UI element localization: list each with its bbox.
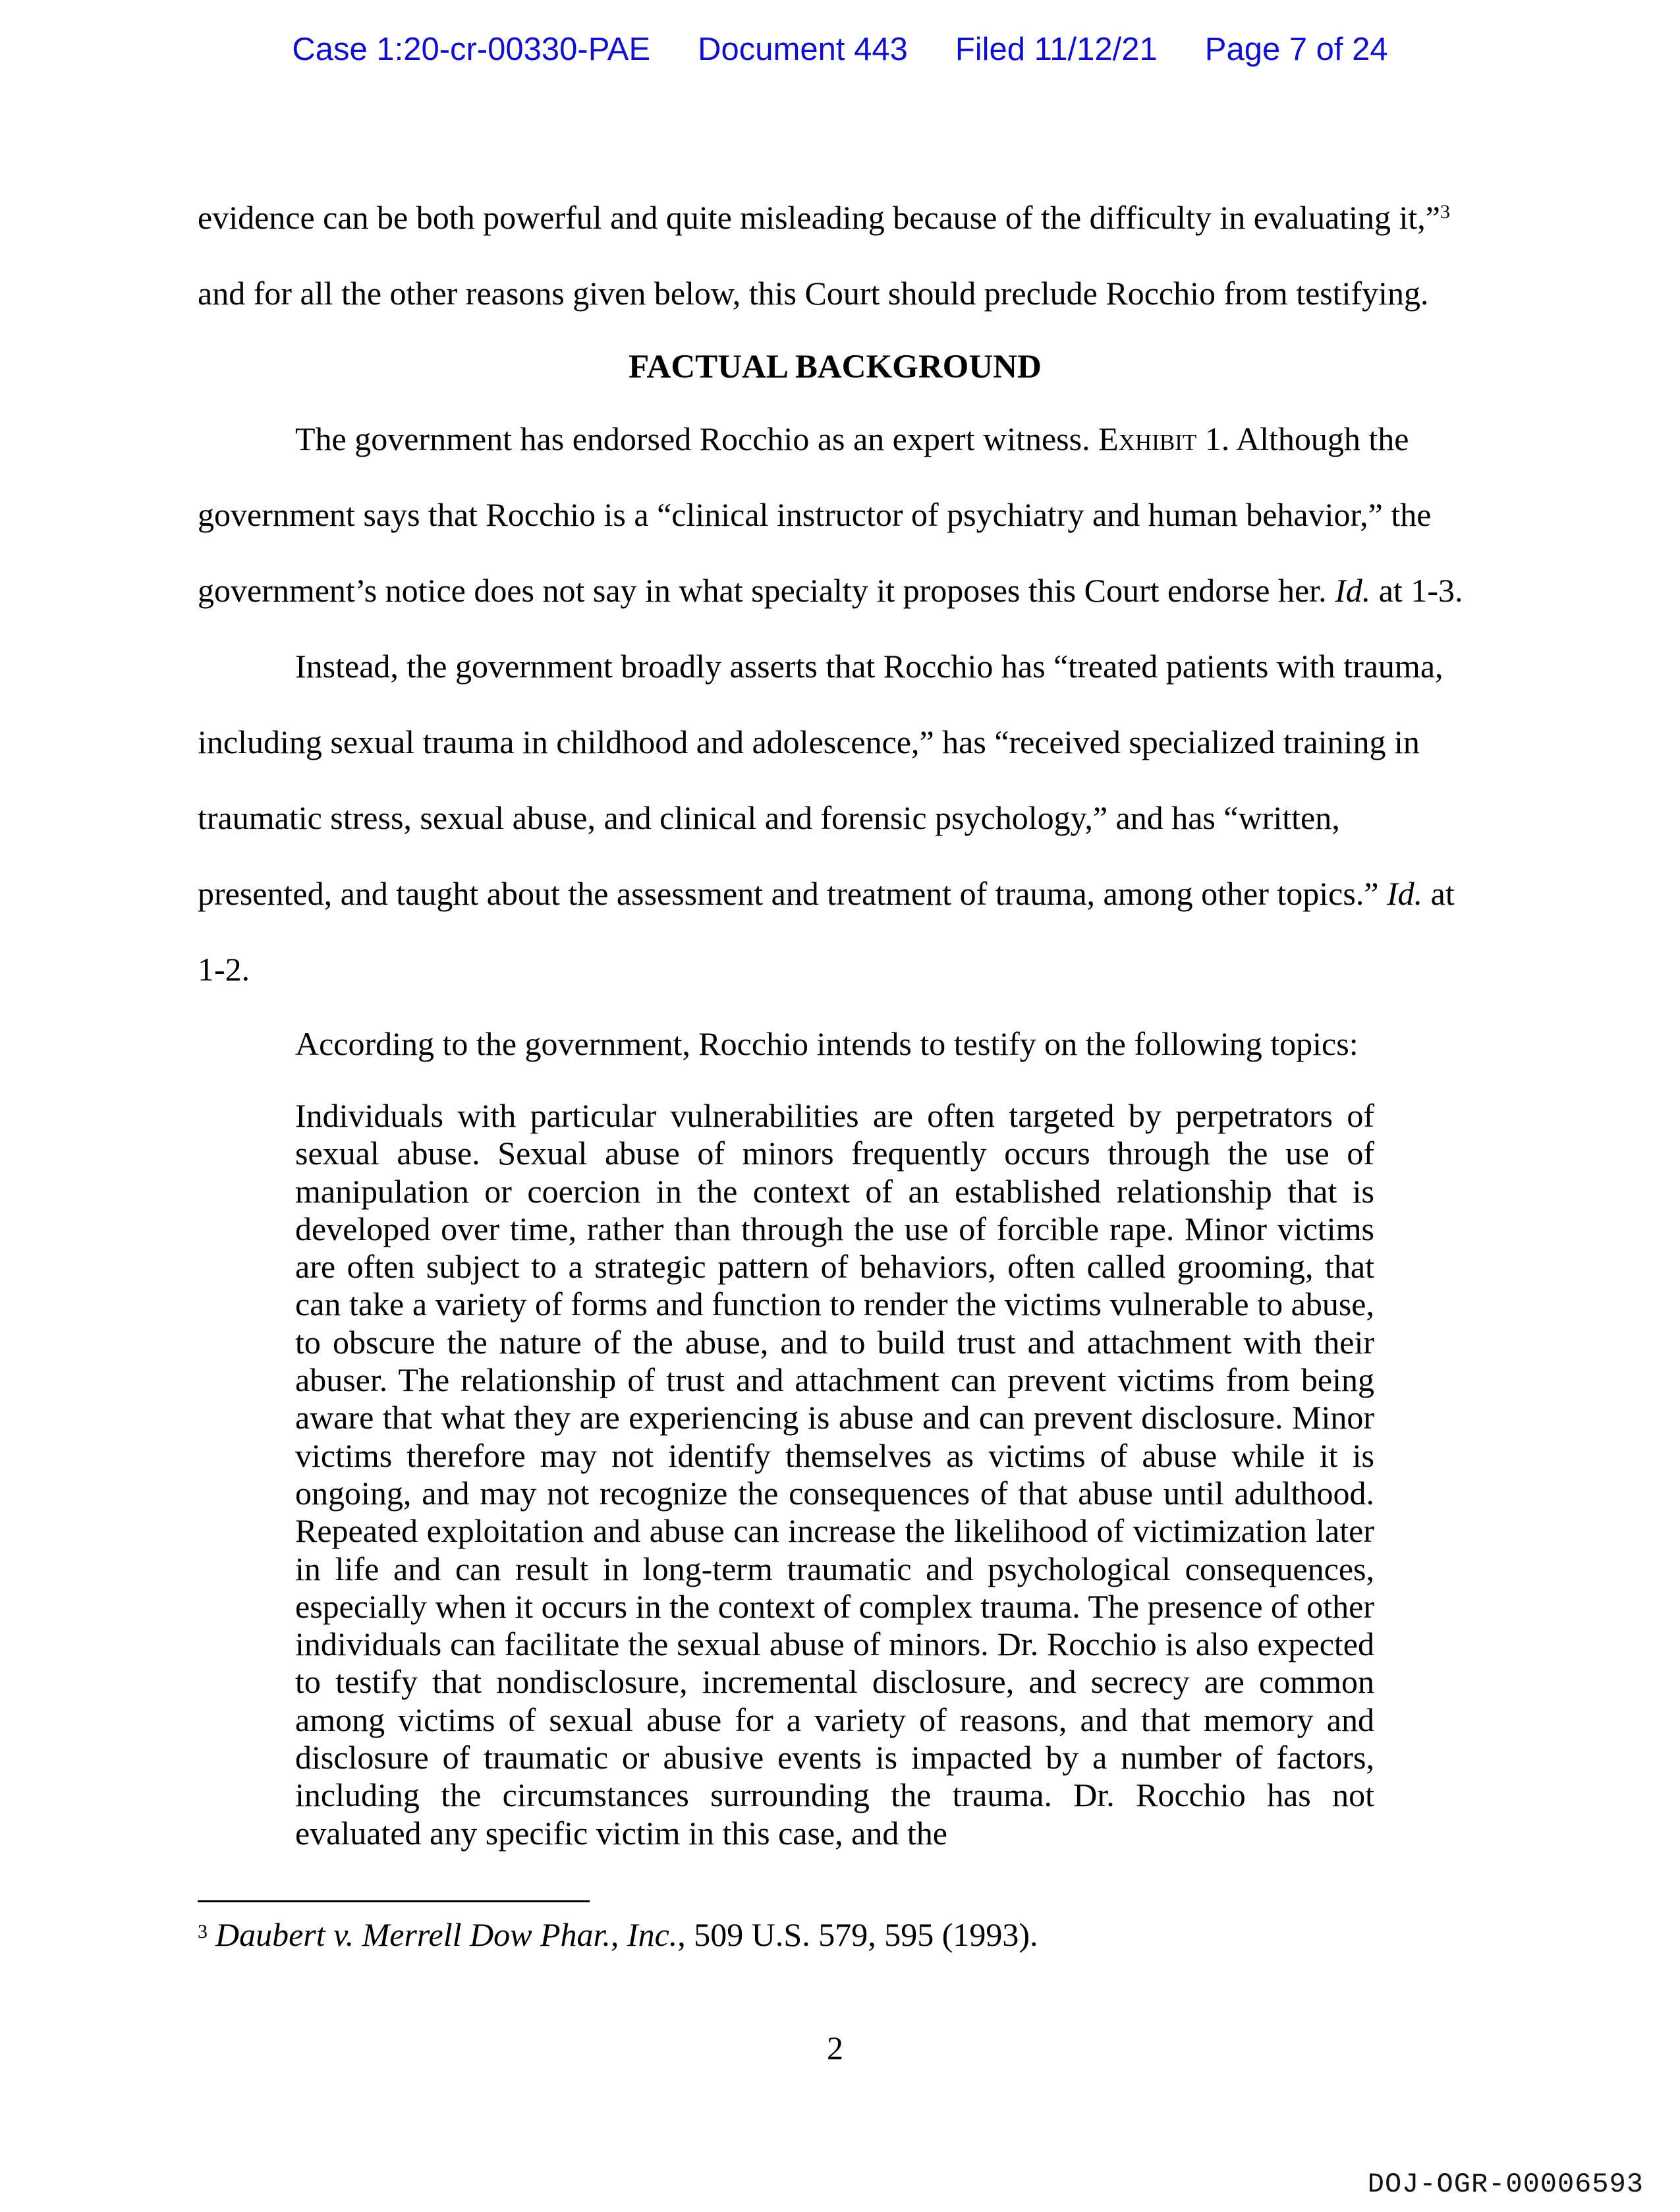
body-line: traumatic stress, sexual abuse, and clinical and forensic psychology,” and has “written,: [198, 799, 1340, 836]
footnote-separator: [198, 1900, 590, 1902]
footnote-case-name: Daubert v. Merrell Dow Phar., Inc.: [215, 1916, 678, 1953]
bates-number: DOJ-OGR-00006593: [1367, 2169, 1644, 2200]
body-line: The government has endorsed Rocchio as an expert witness. Exhibit 1. Although the: [295, 420, 1409, 457]
body-line: government’s notice does not say in what specialty it proposes this Court endorse her. Id. at 1-3.: [198, 572, 1463, 609]
section-heading: FACTUAL BACKGROUND: [629, 349, 1042, 385]
ecf-header: [0, 26, 1680, 72]
id-citation: Id.: [1387, 875, 1423, 912]
header-case-number: Case 1:20-cr-00330-PAE: [292, 32, 651, 67]
id-citation: Id.: [1335, 572, 1371, 609]
footnote-citation: , 509 U.S. 579, 595 (1993).: [677, 1916, 1038, 1953]
footnote-mark: 3: [198, 1921, 208, 1943]
footnote: [198, 1915, 1038, 1954]
body-line: presented, and taught about the assessment and treatment of trauma, among other topics.” Id. at: [198, 875, 1455, 912]
body-line: government says that Rocchio is a “clinical instructor of psychiatry and human behavior,” the: [198, 496, 1432, 533]
header-document-number: Document 443: [698, 32, 908, 67]
footnote-reference[interactable]: 3: [1440, 201, 1450, 223]
block-quote-intro: According to the government, Rocchio intends to testify on the following topics:: [295, 1025, 1358, 1062]
exhibit-reference: Exhibit: [1098, 420, 1197, 457]
header-filed-date: Filed 11/12/21: [955, 32, 1158, 67]
body-line: 1-2.: [198, 951, 250, 988]
page-number: 2: [827, 2029, 843, 2066]
body-line: and for all the other reasons given below, this Court should preclude Rocchio from testifying.: [198, 275, 1429, 312]
body-line: including sexual trauma in childhood and adolescence,” has “received specialized training in: [198, 723, 1420, 760]
body-line: evidence can be both powerful and quite misleading because of the difficulty in evaluating it,”$^3$: [198, 199, 1450, 236]
block-quote: Individuals with particular vulnerabilities are often targeted by perpetrators of sexual abuse. Sexual abuse of minors frequently occurs through the use of manipulation or coercion in the context of an established relationship that is developed over time, rather than through the use of forcible rape. Minor victims are often subject to a strategic pattern of behaviors, often called grooming, that can take a variety of forms and function to render the victims vulnerable to abuse, to obscure the nature of the abuse, and to build trust and attachment with their abuser. The relationship of trust and attachment can prevent victims from being aware that what they are experiencing is abuse and can prevent disclosure. Minor victims therefore may not identify themselves as victims of abuse while it is ongoing, and may not recognize the consequences of that abuse until adulthood. Repeated exploitation and abuse can increase the likelihood of victimization later in life and can result in long-term traumatic and psychological consequences, especially when it occurs in the context of complex trauma. The presence of other individuals can facilitate the sexual abuse of minors. Dr. Rocchio is also expected to testify that nondisclosure, incremental disclosure, and secrecy are common among victims of sexual abuse for a variety of reasons, and that memory and disclosure of traumatic or abusive events is impacted by a number of factors, including the circumstances surrounding the trauma. Dr. Rocchio has not evaluated any specific victim in this case, and the: [295, 1097, 1374, 1852]
header-page-count: Page 7 of 24: [1204, 32, 1388, 67]
body-line: Instead, the government broadly asserts that Rocchio has “treated patients with trauma,: [295, 648, 1443, 685]
